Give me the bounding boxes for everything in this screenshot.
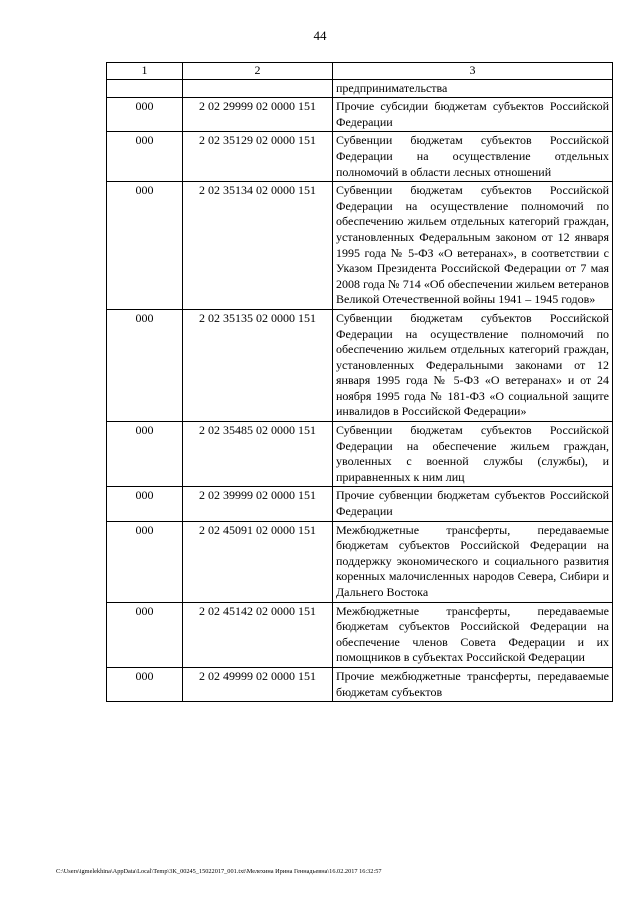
continuation-text: предпринимательства — [333, 79, 613, 98]
revenue-name-cell: Межбюджетные трансферты, передаваемые бюджетам субъектов Российской Федерации на обеспечение членов Совета Федерации и их помощников в субъектах Российской Федерации — [333, 602, 613, 667]
admin-code-cell: 000 — [107, 602, 183, 667]
table-row — [107, 309, 613, 421]
budget-code-cell: 2 02 45091 02 0000 151 — [183, 521, 333, 602]
revenue-name-cell: Субвенции бюджетам субъектов Российской Федерации на осуществление полномочий по обеспечению жильем отдельных категорий граждан, установленных Федеральным законом от 12 января 1995 года № 5-ФЗ «О ветеранах», в соответствии с Указом Президента Российской Федерации от 7 мая 2008 года № 714 «Об обеспечении жильем ветеранов Великой Отечественной войны 1941 – 1945 годов» — [333, 182, 613, 310]
table-row — [107, 422, 613, 487]
column-header-2: 2 — [183, 63, 333, 80]
budget-code-cell: 2 02 45142 02 0000 151 — [183, 602, 333, 667]
admin-code-cell: 000 — [107, 521, 183, 602]
admin-code-cell: 000 — [107, 98, 183, 132]
empty-cell — [107, 79, 183, 98]
revenue-name-cell: Межбюджетные трансферты, передаваемые бюджетам субъектов Российской Федерации на поддержку экономического и социального развития коренных малочисленных народов Севера, Сибири и Дальнего Востока — [333, 521, 613, 602]
admin-code-cell: 000 — [107, 309, 183, 421]
admin-code-cell: 000 — [107, 182, 183, 310]
column-header-1: 1 — [107, 63, 183, 80]
budget-code-cell: 2 02 35129 02 0000 151 — [183, 132, 333, 182]
continuation-row — [107, 79, 613, 98]
revenue-name-cell: Субвенции бюджетам субъектов Российской Федерации на осуществление отдельных полномочий в области лесных отношений — [333, 132, 613, 182]
budget-code-cell: 2 02 49999 02 0000 151 — [183, 667, 333, 701]
budget-code-cell: 2 02 35135 02 0000 151 — [183, 309, 333, 421]
table-row — [107, 487, 613, 521]
table-row — [107, 602, 613, 667]
table-row — [107, 667, 613, 701]
admin-code-cell: 000 — [107, 132, 183, 182]
table-row — [107, 132, 613, 182]
revenue-name-cell: Прочие субвенции бюджетам субъектов Российской Федерации — [333, 487, 613, 521]
file-path-footer: C:\Users\igmelekhina\AppData\Local\Temp\3K_00245_15022017_001.txt\Мелехина Ирина Геннадьевна\16.02.2017 16:32:57 — [56, 868, 382, 875]
revenue-name-cell: Субвенции бюджетам субъектов Российской Федерации на осуществление полномочий по обеспечению жильем отдельных категорий граждан, установленных Федеральными законами от 12 января 1995 года № 5-ФЗ «О ветеранах» и от 24 ноября 1995 года № 181-ФЗ «О социальной защите инвалидов в Российской Федерации» — [333, 309, 613, 421]
admin-code-cell: 000 — [107, 667, 183, 701]
budget-code-cell: 2 02 35134 02 0000 151 — [183, 182, 333, 310]
table-row — [107, 98, 613, 132]
page-number: 44 — [313, 28, 327, 43]
admin-code-cell: 000 — [107, 422, 183, 487]
admin-code-cell: 000 — [107, 487, 183, 521]
column-header-3: 3 — [333, 63, 613, 80]
budget-code-cell: 2 02 29999 02 0000 151 — [183, 98, 333, 132]
revenue-name-cell: Прочие межбюджетные трансферты, передаваемые бюджетам субъектов — [333, 667, 613, 701]
empty-cell — [183, 79, 333, 98]
table-row — [107, 182, 613, 310]
table-header-row — [107, 63, 613, 80]
budget-classification-table — [106, 62, 613, 702]
table-row — [107, 521, 613, 602]
revenue-name-cell: Субвенции бюджетам субъектов Российской Федерации на обеспечение жильем граждан, уволенных с военной службы (службы), и приравненных к ним лиц — [333, 422, 613, 487]
budget-code-cell: 2 02 39999 02 0000 151 — [183, 487, 333, 521]
budget-code-cell: 2 02 35485 02 0000 151 — [183, 422, 333, 487]
revenue-name-cell: Прочие субсидии бюджетам субъектов Российской Федерации — [333, 98, 613, 132]
